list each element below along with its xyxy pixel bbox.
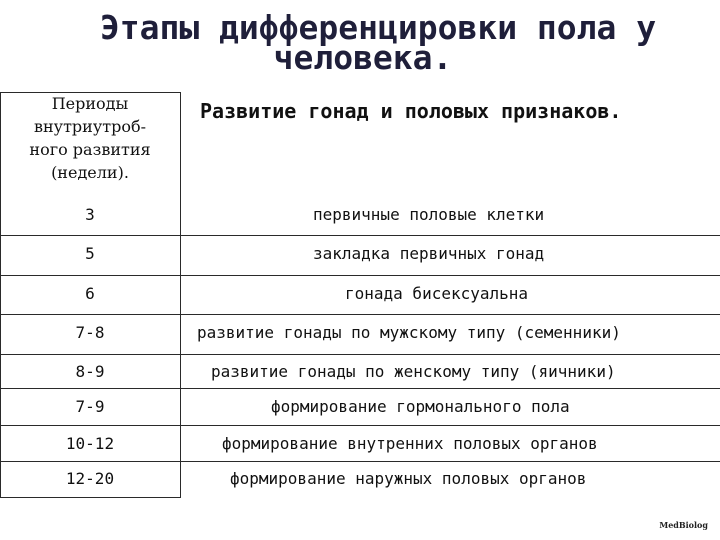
row-period: 12-20 [65, 469, 115, 488]
header-development: Развитие гонад и половых признаков. [200, 99, 622, 123]
row-development: первичные половые клетки [313, 205, 545, 224]
header-periods: Периоды внутриутроб- ного развития (недели). [29, 94, 151, 182]
row-development: закладка первичных гонад [313, 244, 545, 263]
title-line-1: Этапы дифференцировки пола у [99, 8, 657, 47]
row-divider [0, 235, 720, 236]
stages-table [0, 92, 720, 498]
row-divider [0, 425, 720, 426]
column-divider [180, 92, 181, 498]
row-development: формирование гормонального пола [271, 397, 570, 416]
row-divider [0, 388, 720, 389]
row-divider [0, 314, 720, 315]
watermark: MedBiolog [659, 520, 708, 530]
row-development: гонада бисексуальна [345, 284, 529, 303]
row-divider [0, 275, 720, 276]
row-period: 7-9 [75, 397, 105, 416]
row-period: 5 [85, 244, 95, 263]
row-development: формирование внутренних половых органов [222, 434, 598, 453]
row-period: 8-9 [75, 362, 105, 381]
row-period: 3 [85, 205, 95, 224]
title-line-2: человека. [273, 38, 453, 77]
row-period: 6 [85, 284, 95, 303]
row-divider [0, 354, 720, 355]
row-development: формирование наружных половых органов [230, 469, 587, 488]
row-divider [0, 461, 720, 462]
row-development: развитие гонады по мужскому типу (семенники) [197, 323, 621, 342]
table-border-bottom [0, 497, 180, 498]
slide-title [0, 10, 720, 76]
row-period: 10-12 [65, 434, 115, 453]
row-development: развитие гонады по женскому типу (яичники) [211, 362, 616, 381]
row-period: 7-8 [75, 323, 105, 342]
